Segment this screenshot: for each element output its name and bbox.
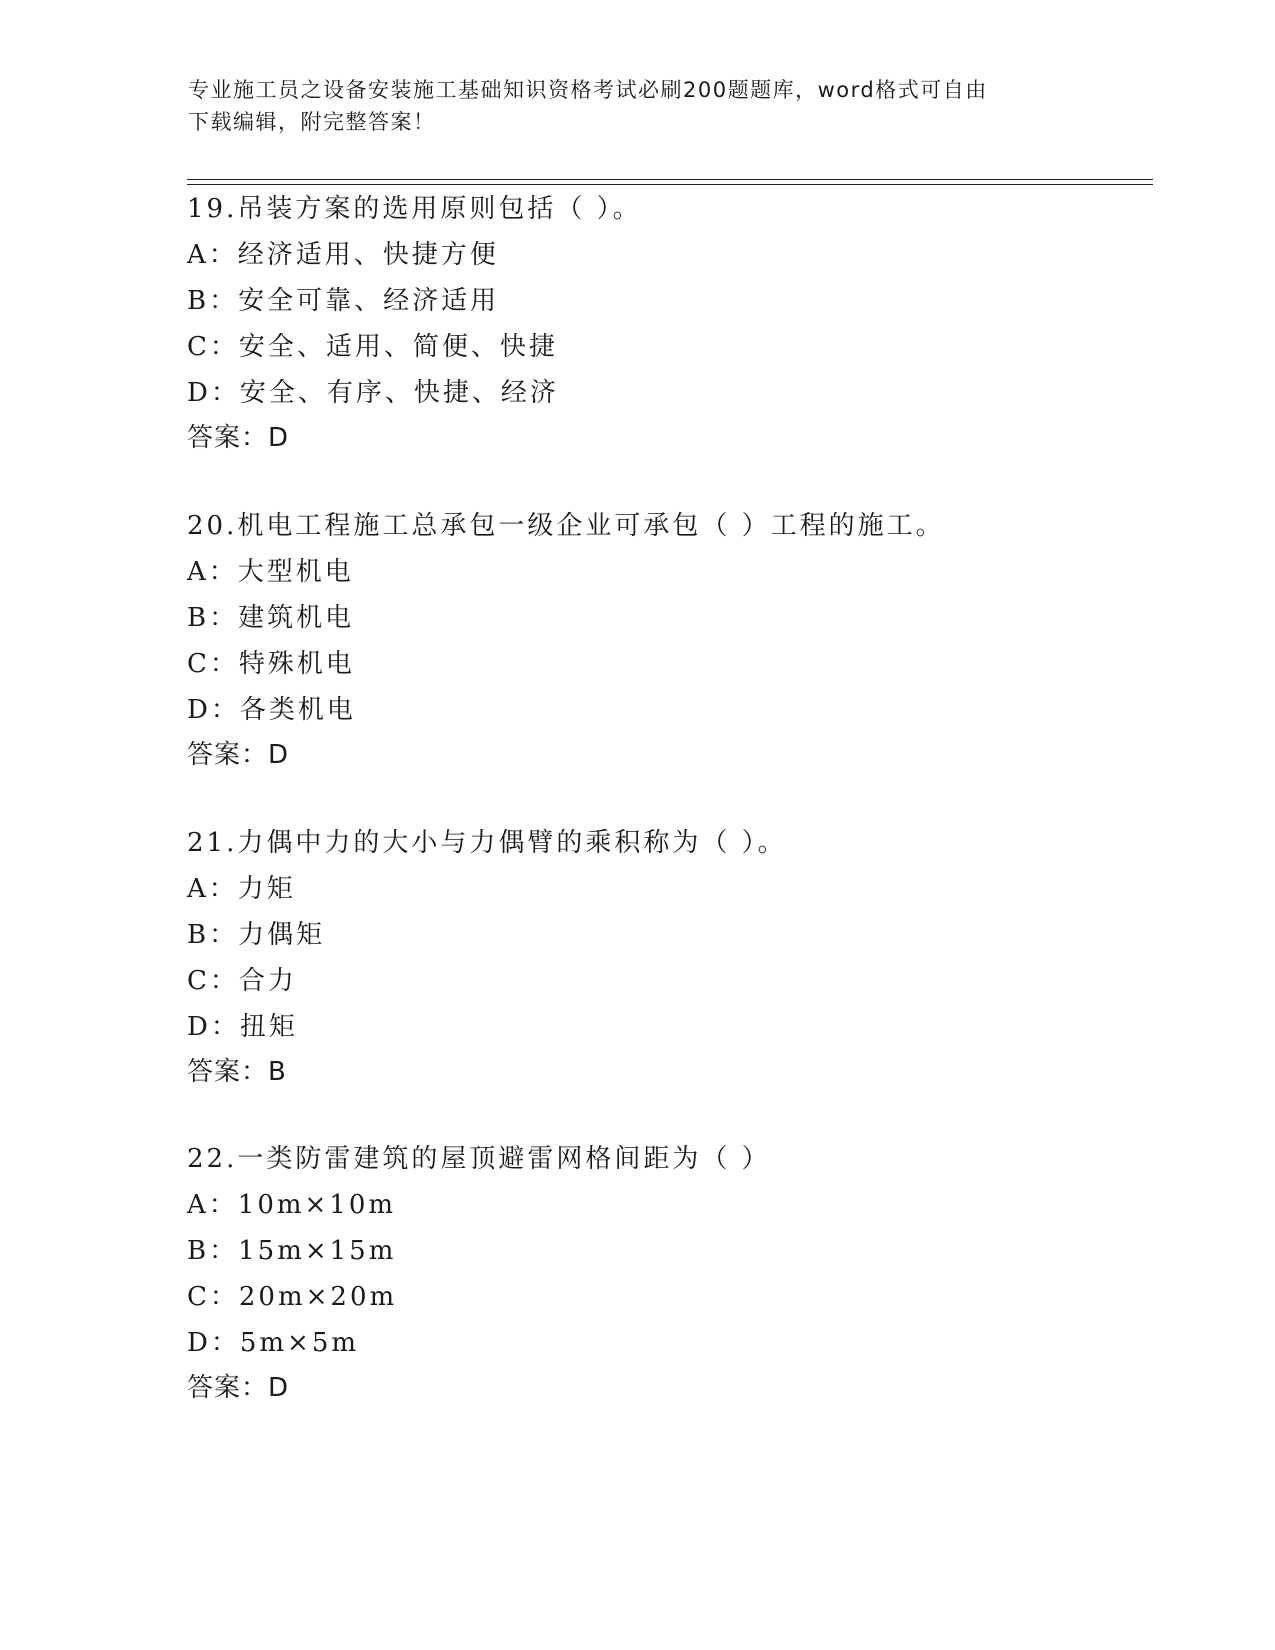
header-title-line-1: 专业施工员之设备安装施工基础知识资格考试必刷200题题库，word格式可自由: [188, 78, 988, 102]
option-d: D：5m×5m: [187, 1328, 360, 1358]
option-a: A：10m×10m: [187, 1190, 397, 1220]
option-c: C：20m×20m: [187, 1282, 398, 1312]
header-divider-bottom: [187, 184, 1153, 185]
question-stem: 21.力偶中力的大小与力偶臂的乘积称为（ ）。: [187, 828, 787, 858]
question-stem: 22.一类防雷建筑的屋顶避雷网格间距为（ ）: [187, 1144, 771, 1174]
answer-text: 答案：D: [187, 423, 290, 453]
header-divider-top: [187, 179, 1153, 180]
option-d: D：各类机电: [187, 695, 356, 725]
option-a: A：经济适用、快捷方便: [187, 240, 499, 270]
option-a: A：力矩: [187, 874, 296, 904]
header-title-line-2: 下载编辑，附完整答案！: [188, 110, 436, 134]
option-d: D：安全、有序、快捷、经济: [187, 378, 559, 408]
question-20: [187, 503, 1147, 777]
answer-text: 答案：D: [187, 740, 290, 770]
question-stem: 20.机电工程施工总承包一级企业可承包（ ）工程的施工。: [187, 511, 945, 541]
option-c: C：合力: [187, 966, 297, 996]
option-b: B：15m×15m: [187, 1236, 397, 1266]
answer-text: 答案：B: [187, 1057, 287, 1087]
option-c: C：安全、适用、简便、快捷: [187, 332, 558, 362]
option-b: B：力偶矩: [187, 920, 326, 950]
question-22: [187, 1136, 1147, 1410]
answer-text: 答案：D: [187, 1373, 290, 1403]
option-d: D：扭矩: [187, 1012, 298, 1042]
question-19: [187, 186, 1147, 460]
option-b: B：安全可靠、经济适用: [187, 286, 500, 316]
option-b: B：建筑机电: [187, 603, 355, 633]
question-21: [187, 820, 1147, 1094]
document-header: [188, 74, 1088, 138]
option-a: A：大型机电: [187, 557, 354, 587]
option-c: C：特殊机电: [187, 649, 355, 679]
question-stem: 19.吊装方案的选用原则包括（ ）。: [187, 194, 642, 224]
